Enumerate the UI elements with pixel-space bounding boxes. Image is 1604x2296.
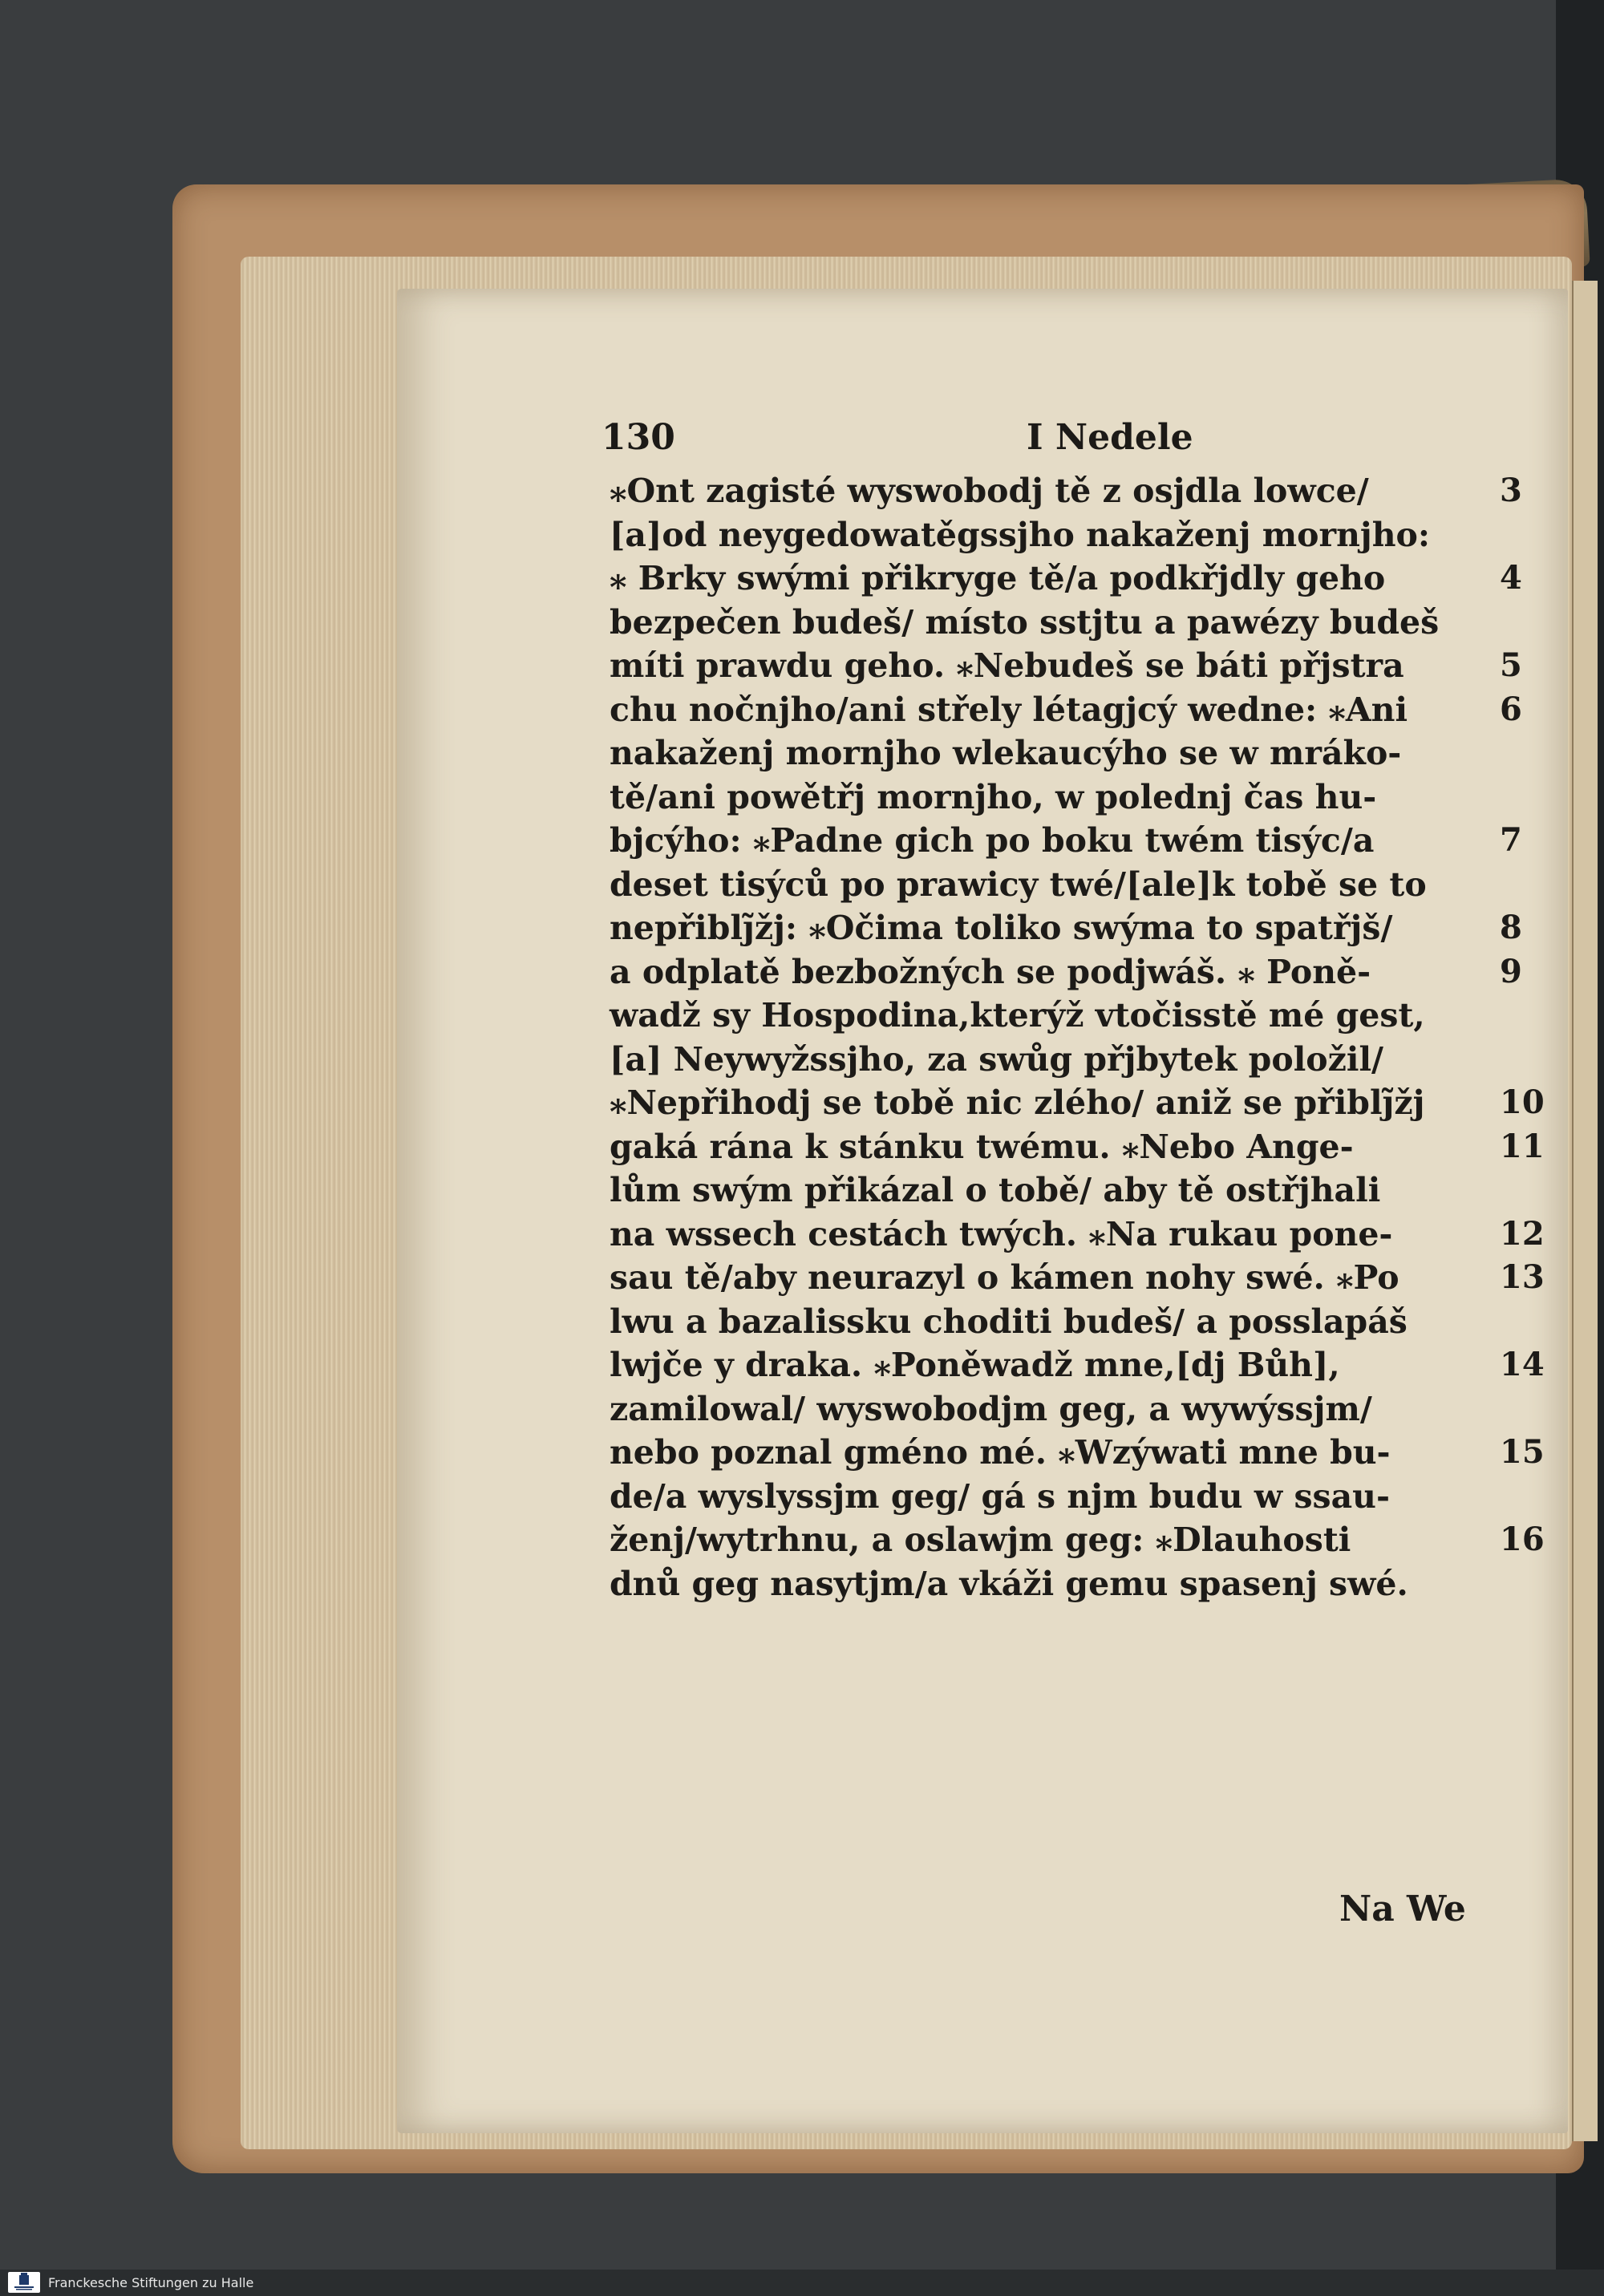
verse-number: 13 xyxy=(1500,1258,1545,1296)
line-text: ⁎Ont zagisté wyswobodj tě z osjdla lowce/ xyxy=(610,472,1369,510)
verse-number: 5 xyxy=(1500,646,1522,684)
body-text xyxy=(610,469,1545,1606)
text-line xyxy=(610,906,1522,950)
line-text: nepřiblj̃žj: ⁎Očima toliko swýma to spatřjš/ xyxy=(610,909,1393,947)
text-line xyxy=(610,775,1508,820)
text-line xyxy=(610,469,1522,513)
text-line xyxy=(610,994,1508,1038)
text-line xyxy=(610,1300,1508,1344)
text-line xyxy=(610,1168,1508,1213)
text-line xyxy=(610,863,1508,907)
line-text: [a] Neywyžssjho, za swůg přjbytek položil/ xyxy=(610,1039,1384,1079)
line-text: ženj/wytrhnu, a oslawjm geg: ⁎Dlauhosti xyxy=(610,1521,1351,1559)
running-head: I Nedele xyxy=(1027,417,1193,458)
text-line xyxy=(610,1431,1545,1475)
line-text: lům swým přikázal o tobě/ aby tě ostřjhali xyxy=(610,1171,1381,1209)
line-text: zamilowal/ wyswobodjm geg, a wywýssjm/ xyxy=(610,1389,1372,1428)
facing-page-edge xyxy=(1572,281,1598,2141)
verse-number: 12 xyxy=(1500,1214,1545,1253)
line-text: chu nočnjho/ani střely létagjcý wedne: ⁎Ani xyxy=(610,690,1408,729)
text-line xyxy=(610,1475,1508,1519)
line-text: ⁎ Brky swými přikryge tě/a podkřjdly geho xyxy=(610,559,1386,597)
text-line xyxy=(610,1256,1545,1300)
text-line xyxy=(610,1081,1545,1125)
text-line xyxy=(610,1562,1508,1606)
line-text: deset tisýců po prawicy twé/[ale]k tobě se to xyxy=(610,865,1427,904)
line-text: ⁎Nepřihodj se tobě nic zlého/ aniž se přiblj̃žj xyxy=(610,1083,1425,1122)
catchword: Na We xyxy=(1339,1889,1466,1930)
text-line xyxy=(610,731,1508,775)
footer-label: Franckesche Stiftungen zu Halle xyxy=(48,2275,254,2290)
text-line xyxy=(610,688,1522,732)
verse-number: 6 xyxy=(1500,690,1522,728)
verse-number: 14 xyxy=(1500,1346,1545,1383)
line-text: de/a wyslyssjm geg/ gá s njm budu w ssau- xyxy=(610,1476,1391,1516)
line-text: bjcýho: ⁎Padne gich po boku twém tisýc/a xyxy=(610,821,1375,860)
verse-number: 11 xyxy=(1500,1127,1545,1165)
verse-number: 10 xyxy=(1500,1083,1545,1121)
line-text: lwu a bazalissku choditi budeš/ a posslapáš xyxy=(610,1302,1408,1341)
line-text: gaká rána k stánku twému. ⁎Nebo Ange- xyxy=(610,1127,1354,1166)
verse-number: 8 xyxy=(1500,909,1522,946)
line-text: lwjče y draka. ⁎Poněwadž mne,[dj Bůh], xyxy=(610,1346,1340,1384)
line-text: nakaženj mornjho wlekaucýho se w mráko- xyxy=(610,734,1402,772)
line-text: tě/ani powětřj mornjho, w polednj čas hu- xyxy=(610,777,1377,816)
verse-number: 15 xyxy=(1500,1433,1545,1471)
line-text: dnů geg nasytjm/a vkáži gemu spasenj swé. xyxy=(610,1564,1408,1603)
verse-number: 16 xyxy=(1500,1521,1545,1558)
text-line xyxy=(610,513,1508,557)
verse-number: 4 xyxy=(1500,559,1522,597)
line-text: míti prawdu geho. ⁎Nebudeš se báti přjstra xyxy=(610,646,1404,685)
page-number: 130 xyxy=(602,417,675,458)
text-line xyxy=(610,1343,1545,1387)
line-text: [a]od neygedowatěgssjho nakaženj mornjho: xyxy=(610,515,1431,554)
line-text: a odplatě bezbožných se podjwáš. ⁎ Poně- xyxy=(610,952,1371,991)
text-line xyxy=(610,819,1522,863)
line-text: sau tě/aby neurazyl o kámen nohy swé. ⁎Po xyxy=(610,1258,1399,1297)
text-line xyxy=(610,950,1522,994)
line-text: na wssech cestách twých. ⁎Na rukau pone- xyxy=(610,1214,1393,1253)
line-text: wadž sy Hospodina,kterýž vtočisstě mé gest, xyxy=(610,996,1425,1035)
page-header xyxy=(602,417,1500,465)
verse-number: 3 xyxy=(1500,472,1522,509)
line-text: bezpečen budeš/ místo sstjtu a pawézy budeš xyxy=(610,602,1440,642)
text-line xyxy=(610,1038,1508,1082)
verse-number: 7 xyxy=(1500,821,1522,859)
footer-bar xyxy=(0,2270,1604,2296)
text-line xyxy=(610,644,1522,688)
verse-number: 9 xyxy=(1500,952,1522,990)
text-line xyxy=(610,557,1522,601)
line-text: nebo poznal gméno mé. ⁎Wzýwati mne bu- xyxy=(610,1433,1391,1472)
text-line xyxy=(610,1213,1545,1257)
text-line xyxy=(610,1125,1545,1169)
text-line xyxy=(610,601,1508,645)
text-line xyxy=(610,1518,1545,1562)
franckesche-stiftungen-logo-icon xyxy=(8,2272,40,2293)
text-line xyxy=(610,1387,1508,1431)
